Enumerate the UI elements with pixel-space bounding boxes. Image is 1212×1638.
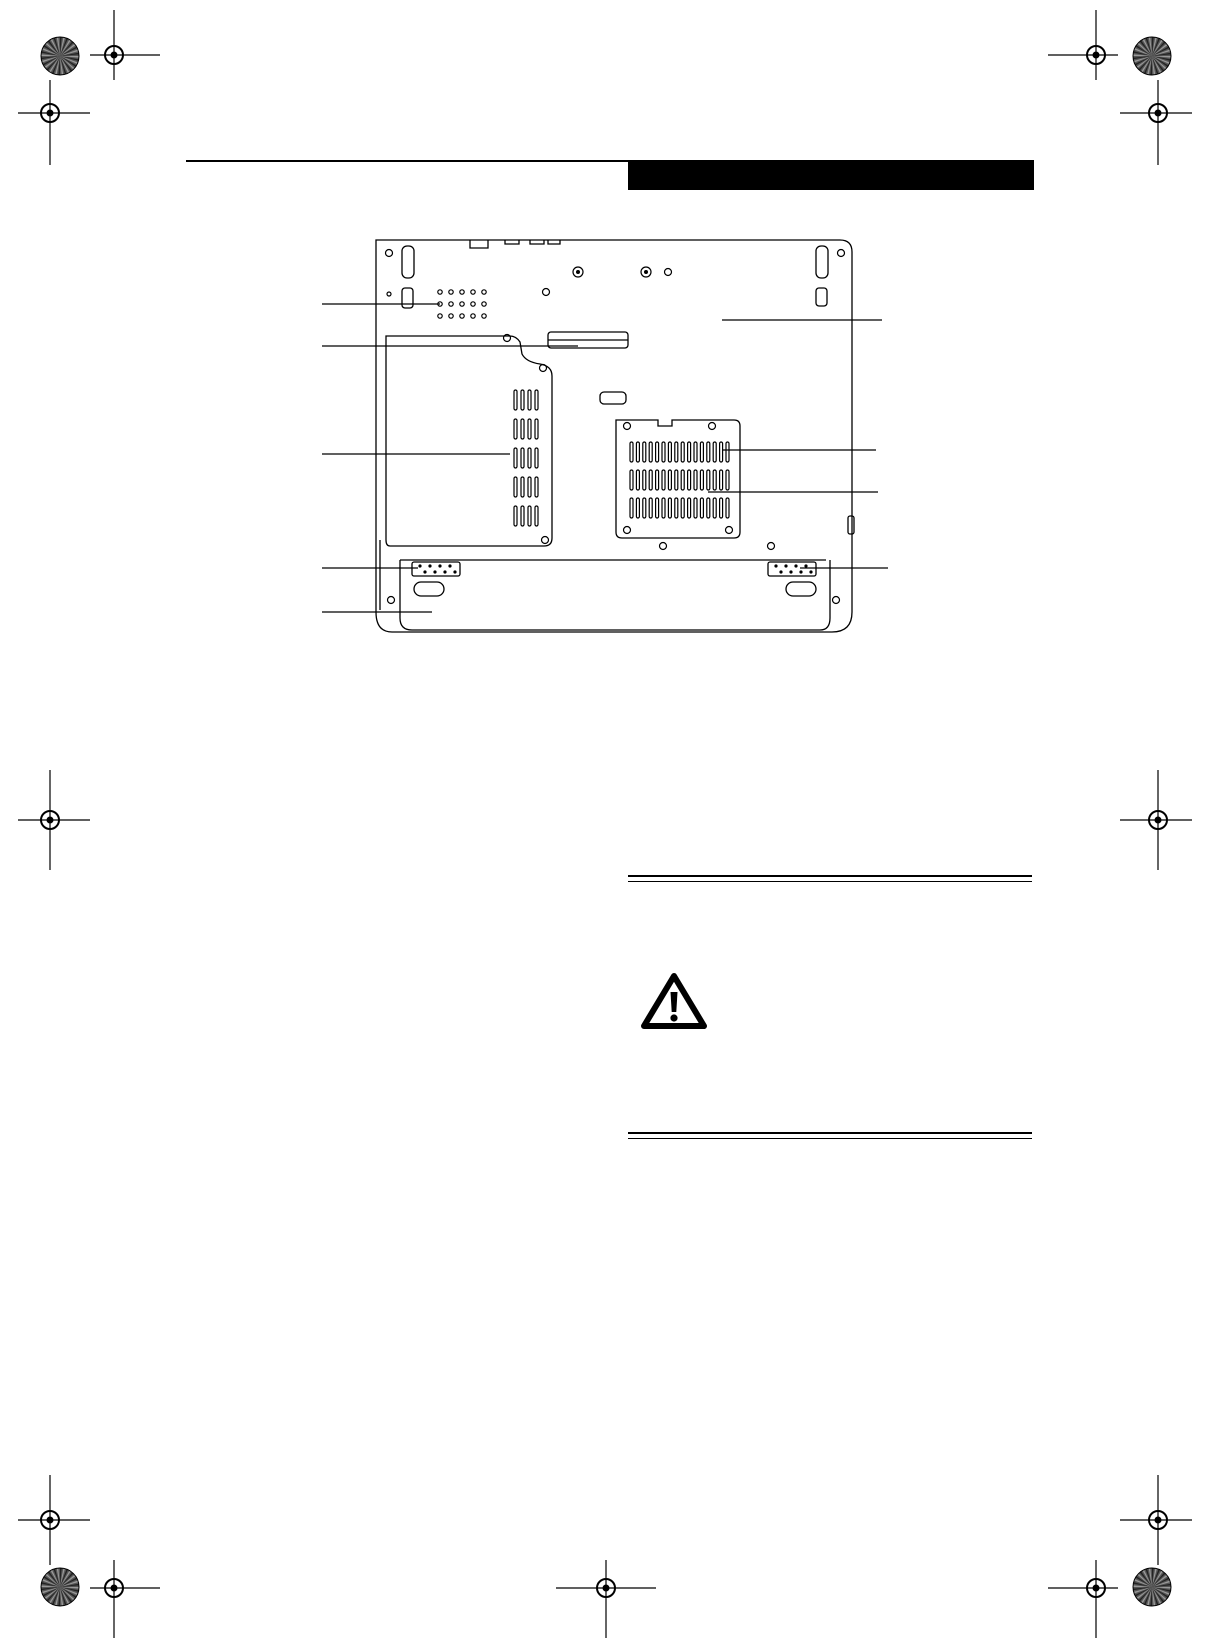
speaker-hole — [460, 302, 464, 306]
color-wheel-icon — [1132, 36, 1172, 76]
vent-slot — [681, 442, 684, 462]
vent-slot — [662, 470, 665, 490]
vent-slot — [643, 442, 646, 462]
vent-slot — [720, 470, 723, 490]
rubber-foot — [816, 288, 827, 306]
vent-slot — [720, 498, 723, 518]
vent-slot — [688, 498, 691, 518]
vent-slot — [662, 442, 665, 462]
vent-slot — [707, 470, 710, 490]
vent-slot — [521, 477, 524, 497]
vent-slot — [707, 498, 710, 518]
speaker-hole — [471, 290, 475, 294]
vent-slot — [675, 498, 678, 518]
rubber-foot — [414, 582, 444, 596]
battery-latch — [412, 562, 460, 576]
vent-slot — [694, 498, 697, 518]
vent-slot — [681, 498, 684, 518]
registration-crosshair-icon — [0, 770, 90, 870]
vent-slot — [668, 470, 671, 490]
vent-slot — [535, 419, 538, 439]
vent-slot — [681, 470, 684, 490]
vent-slot — [720, 442, 723, 462]
caution-top-rule — [628, 875, 1032, 877]
vent-slot — [694, 442, 697, 462]
speaker-hole — [482, 290, 486, 294]
speaker-hole — [449, 290, 453, 294]
vent-slot — [700, 442, 703, 462]
vent-slot — [528, 390, 531, 410]
vent-slot — [726, 470, 729, 490]
vent-slot — [636, 470, 639, 490]
warning-triangle-icon — [640, 972, 708, 1030]
caution-bottom-rule-thin — [628, 1138, 1032, 1139]
registration-crosshair-icon — [556, 1560, 656, 1638]
speaker-hole — [460, 314, 464, 318]
vent-slot — [636, 442, 639, 462]
battery-outline — [400, 560, 830, 630]
vent-slot — [688, 470, 691, 490]
vent-slot — [700, 470, 703, 490]
vent-slot — [656, 470, 659, 490]
vent-slot — [521, 419, 524, 439]
vent-slot — [514, 506, 517, 526]
speaker-hole — [449, 314, 453, 318]
vent-slot — [713, 498, 716, 518]
vent-slot — [688, 442, 691, 462]
vent-slot — [713, 470, 716, 490]
vent-slot — [514, 390, 517, 410]
vent-slot — [521, 390, 524, 410]
speaker-hole — [438, 290, 442, 294]
vent-slot — [630, 498, 633, 518]
vent-slot — [656, 498, 659, 518]
header-bar — [628, 160, 1034, 190]
speaker-hole — [482, 314, 486, 318]
vent-slot — [514, 448, 517, 468]
vent-slot — [662, 498, 665, 518]
vent-slot — [514, 477, 517, 497]
vent-slot — [656, 442, 659, 462]
registration-crosshair-icon — [1120, 1475, 1210, 1565]
callout-leaders — [322, 304, 888, 612]
vent-slot — [713, 442, 716, 462]
vent-slot — [630, 470, 633, 490]
rubber-foot — [816, 246, 828, 278]
vent-slot — [707, 442, 710, 462]
registration-crosshair-icon — [0, 80, 90, 165]
rubber-foot — [786, 582, 816, 596]
registration-crosshair-icon — [1048, 1560, 1118, 1638]
vent-slot — [528, 448, 531, 468]
rubber-foot — [402, 246, 414, 278]
hard-drive-bay-cover — [386, 336, 552, 546]
vent-slot — [694, 470, 697, 490]
vent-slot — [649, 498, 652, 518]
vent-slot — [535, 448, 538, 468]
speaker-hole — [460, 290, 464, 294]
vent-slot — [643, 470, 646, 490]
vent-slot — [726, 498, 729, 518]
vent-slot — [649, 442, 652, 462]
vent-slot — [726, 442, 729, 462]
speaker-hole — [471, 302, 475, 306]
vent-slot — [643, 498, 646, 518]
color-wheel-icon — [1132, 1567, 1172, 1607]
vent-slot — [535, 390, 538, 410]
header-rule — [186, 160, 628, 162]
vent-slot — [528, 419, 531, 439]
vent-slot — [668, 442, 671, 462]
speaker-hole — [438, 314, 442, 318]
battery-latch — [768, 562, 816, 576]
caution-bottom-rule — [628, 1132, 1032, 1134]
rubber-foot — [402, 288, 413, 308]
registration-crosshair-icon — [0, 1475, 90, 1565]
vent-slot — [521, 506, 524, 526]
speaker-hole — [471, 314, 475, 318]
vent-slot — [675, 442, 678, 462]
vent-slot — [700, 498, 703, 518]
vent-slot — [630, 442, 633, 462]
color-wheel-icon — [40, 36, 80, 76]
vent-slot — [514, 419, 517, 439]
caution-top-rule-thin — [628, 881, 1032, 882]
registration-crosshair-icon — [1120, 770, 1210, 870]
vent-slot — [535, 506, 538, 526]
color-wheel-icon — [40, 1567, 80, 1607]
vent-slot — [668, 498, 671, 518]
vent-slot — [535, 477, 538, 497]
vent-slot — [649, 470, 652, 490]
vent-slot — [528, 477, 531, 497]
vent-slot — [528, 506, 531, 526]
registration-crosshair-icon — [1120, 80, 1210, 165]
vent-slot — [521, 448, 524, 468]
registration-crosshair-icon — [1048, 10, 1118, 100]
notebook-bottom-view-figure — [300, 230, 900, 640]
vent-slot — [636, 498, 639, 518]
speaker-hole — [449, 302, 453, 306]
vent-slot — [675, 470, 678, 490]
speaker-hole — [482, 302, 486, 306]
registration-crosshair-icon — [90, 10, 160, 100]
registration-crosshair-icon — [90, 1560, 160, 1638]
